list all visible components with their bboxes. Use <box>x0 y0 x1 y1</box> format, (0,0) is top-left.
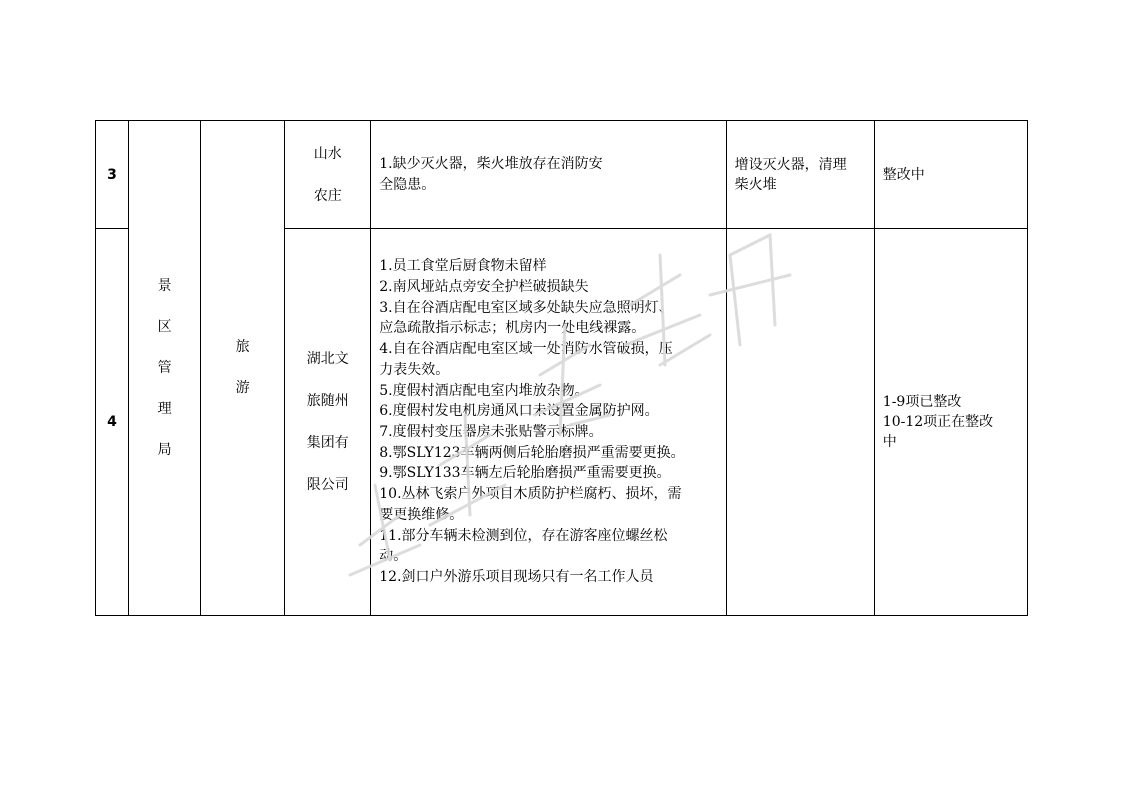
issue-line: 应急疏散指示标志；机房内一处电线裸露。 <box>379 320 646 337</box>
table-row <box>96 121 1028 229</box>
issue-line: 要更换维修。 <box>379 506 464 523</box>
unit-line: 集团有 <box>306 435 349 451</box>
row-number: 3 <box>96 121 129 229</box>
issue-line: 力表失效。 <box>379 361 450 378</box>
status-line: 中 <box>882 434 897 450</box>
measure-cell <box>726 121 874 229</box>
status-line: 10-12项正在整改 <box>882 414 994 430</box>
inspection-table <box>95 120 1028 616</box>
department-char: 区 <box>157 318 172 335</box>
status-cell <box>874 229 1027 616</box>
issue-line: 1.缺少灭火器，柴火堆放存在消防安 <box>379 155 603 172</box>
row-number: 4 <box>96 229 129 616</box>
department-char: 管 <box>157 359 172 376</box>
issue-line: 4.自在谷酒店配电室区域一处消防水管破损，压 <box>379 341 673 358</box>
issue-line: 2.南风垭站点旁安全护栏破损缺失 <box>379 279 589 296</box>
status-cell <box>874 121 1027 229</box>
department-char: 局 <box>157 441 172 458</box>
status-line: 整改中 <box>882 166 925 183</box>
industry-char: 旅 <box>235 339 250 355</box>
unit-cell <box>285 229 371 616</box>
unit-line: 旅随州 <box>306 393 349 409</box>
department-char: 景 <box>157 277 172 294</box>
issue-line: 1.员工食堂后厨食物未留样 <box>379 258 547 275</box>
measure-line: 增设灭火器，清理 <box>734 156 847 173</box>
issue-line: 8.鄂SLY123车辆两侧后轮胎磨损严重需要更换。 <box>379 444 685 461</box>
unit-line: 农庄 <box>313 187 342 204</box>
unit-line: 限公司 <box>306 477 349 493</box>
issue-line: 11.部分车辆未检测到位，存在游客座位螺丝松 <box>379 527 668 544</box>
issue-line: 全隐患。 <box>379 176 436 193</box>
industry-cell <box>201 121 285 616</box>
status-line: 1-9项已整改 <box>882 394 962 410</box>
issue-line: 3.自在谷酒店配电室区域多处缺失应急照明灯、 <box>379 299 673 316</box>
department-char: 理 <box>157 400 172 417</box>
issue-line: 10.丛林飞索户外项目木质防护栏腐朽、损坏，需 <box>379 486 682 503</box>
unit-line: 山水 <box>313 145 342 162</box>
unit-line: 湖北文 <box>306 351 349 367</box>
industry-char: 游 <box>235 380 250 396</box>
measure-line: 柴火堆 <box>734 176 777 193</box>
measure-cell <box>726 229 874 616</box>
issue-line: 6.度假村发电机房通风口未设置金属防护网。 <box>379 403 659 420</box>
issue-line: 5.度假村酒店配电室内堆放杂物。 <box>379 382 589 399</box>
issues-cell <box>371 229 726 616</box>
unit-cell <box>285 121 371 229</box>
issues-cell <box>371 121 726 229</box>
issue-line: 动。 <box>379 548 408 565</box>
issue-line: 9.鄂SLY133车辆左后轮胎磨损严重需要更换。 <box>379 465 671 482</box>
department-cell <box>129 121 201 616</box>
issue-line: 12.剑口户外游乐项目现场只有一名工作人员 <box>379 568 654 585</box>
issue-line: 7.度假村变压器房未张贴警示标牌。 <box>379 424 603 440</box>
